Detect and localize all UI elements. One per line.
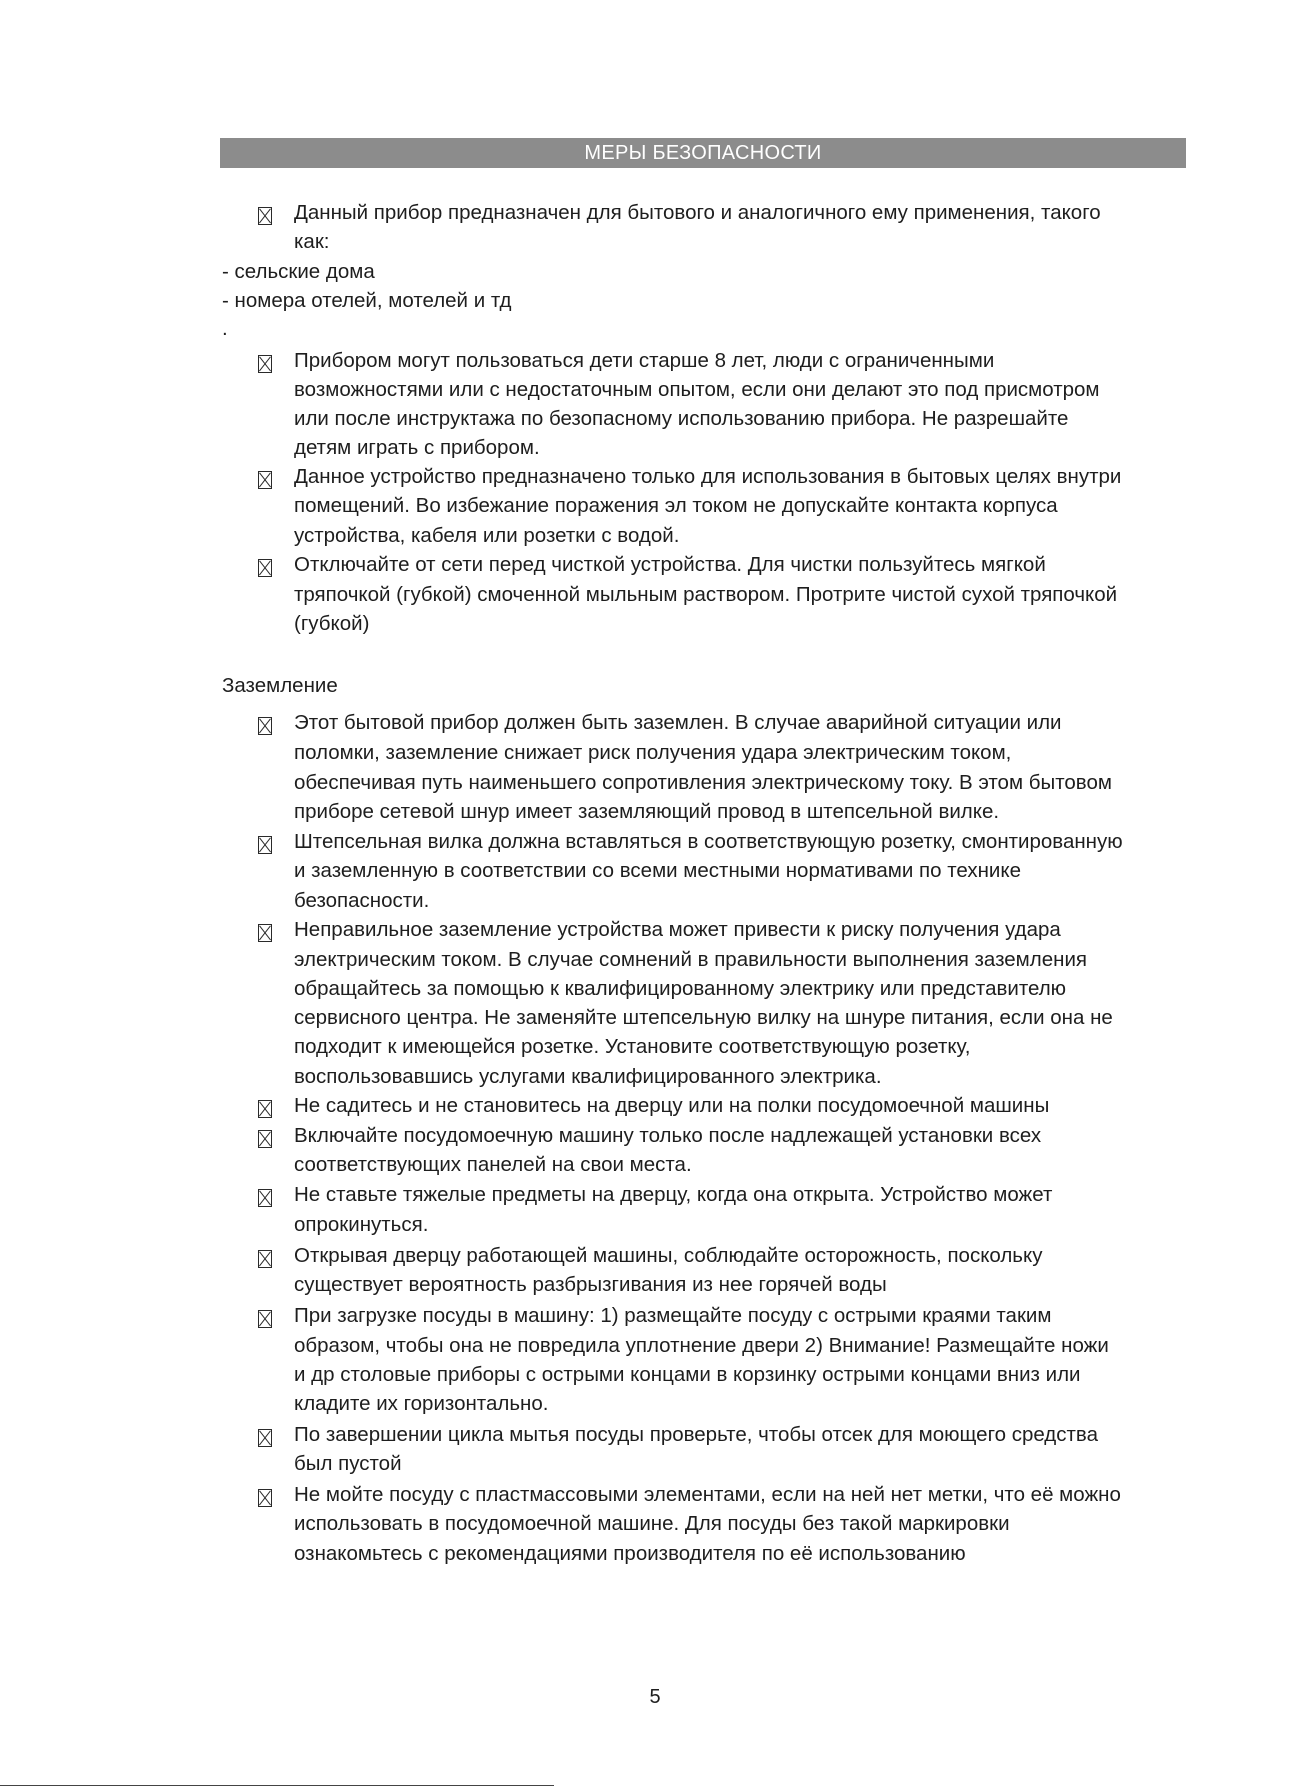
text-line: поломки, заземление снижает риск получения удара электрическим током,	[294, 741, 1012, 764]
page-number: 5	[649, 1686, 661, 1708]
bullet-icon	[258, 559, 272, 577]
text-line: электрическим током. В случае сомнений в правильности выполнения заземления	[294, 948, 1088, 971]
text-line: устройства, кабеля или розетки с водой.	[294, 524, 680, 547]
bullet-icon	[258, 1130, 272, 1148]
text-line: опрокинуться.	[294, 1213, 429, 1236]
text-line: (губкой)	[294, 612, 370, 635]
bullet-icon	[258, 1310, 272, 1328]
bullet-icon	[258, 1489, 272, 1507]
text-line: ознакомьтесь с рекомендациями производителя по её использованию	[294, 1542, 966, 1565]
bullet-icon	[258, 207, 272, 225]
text-line: Прибором могут пользоваться дети старше 8 лет, люди с ограниченными	[294, 349, 995, 372]
text-line: и др столовые приборы с острыми концами в корзинку острыми концами вниз или	[294, 1363, 1081, 1386]
section-header: МЕРЫ БЕЗОПАСНОСТИ	[220, 138, 1186, 168]
text-line: кладите их горизонтально.	[294, 1392, 549, 1415]
text-line: или после инструктажа по безопасному использованию прибора. Не разрешайте	[294, 407, 1069, 430]
bullet-icon	[258, 1250, 272, 1268]
text-line: Отключайте от сети перед чисткой устройства. Для чистки пользуйтесь мягкой	[294, 553, 1046, 576]
text-line: тряпочкой (губкой) смоченной мыльным раствором. Протрите чистой сухой тряпочкой	[294, 583, 1118, 606]
bullet-icon	[258, 836, 272, 854]
bullet-icon	[258, 471, 272, 489]
footer-rule	[0, 1785, 554, 1786]
bullet-icon	[258, 924, 272, 942]
text-line: Не ставьте тяжелые предметы на дверцу, когда она открыта. Устройство может	[294, 1183, 1053, 1206]
text-line: обеспечивая путь наименьшего сопротивления электрическому току. В этом бытовом	[294, 771, 1112, 794]
text-line: детям играть с прибором.	[294, 436, 540, 459]
text-line: возможностями или с недостаточным опытом, если они делают это под присмотром	[294, 378, 1100, 401]
bullet-icon	[258, 355, 272, 373]
text-line: сервисного центра. Не заменяйте штепсельную вилку на шнуре питания, если она не	[294, 1006, 1113, 1029]
section-subheading: Заземление	[222, 674, 338, 697]
text-line: Этот бытовой прибор должен быть заземлен. В случае аварийной ситуации или	[294, 711, 1062, 734]
text-line: был пустой	[294, 1452, 402, 1475]
text-line: использовать в посудомоечной машине. Для посуды без такой маркировки	[294, 1512, 1010, 1535]
text-line: обращайтесь за помощью к квалифицированному электрику или представителю	[294, 977, 1067, 1000]
text-line: При загрузке посуды в машину: 1) размещайте посуду с острыми краями таким	[294, 1304, 1052, 1327]
text-line: соответствующих панелей на свои места.	[294, 1153, 692, 1176]
bullet-icon	[258, 1189, 272, 1207]
text-line: воспользовавшись услугами квалифицированного электрика.	[294, 1065, 882, 1088]
text-line: Данный прибор предназначен для бытового и аналогичного ему применения, такого	[294, 201, 1101, 224]
text-line: .	[222, 317, 228, 340]
text-line: Данное устройство предназначено только для использования в бытовых целях внутри	[294, 465, 1122, 488]
text-line: существует вероятность разбрызгивания из нее горячей воды	[294, 1273, 887, 1296]
text-line: Неправильное заземление устройства может привести к риску получения удара	[294, 918, 1061, 941]
bullet-icon	[258, 1100, 272, 1118]
text-line: безопасности.	[294, 889, 430, 912]
text-line: Не садитесь и не становитесь на дверцу или на полки посудомоечной машины	[294, 1094, 1050, 1117]
text-line: - номера отелей, мотелей и тд	[222, 289, 512, 312]
text-line: помещений. Во избежание поражения эл током не допускайте контакта корпуса	[294, 494, 1058, 517]
text-line: образом, чтобы она не повредила уплотнение двери 2) Внимание! Размещайте ножи	[294, 1334, 1109, 1357]
text-line: Открывая дверцу работающей машины, соблюдайте осторожность, поскольку	[294, 1244, 1043, 1267]
text-line: подходит к имеющейся розетке. Установите соответствующую розетку,	[294, 1035, 971, 1058]
text-line: Штепсельная вилка должна вставляться в соответствующую розетку, смонтированную	[294, 830, 1123, 853]
text-line: как:	[294, 230, 330, 253]
text-line: - сельские дома	[222, 260, 375, 283]
text-line: приборе сетевой шнур имеет заземляющий провод в штепсельной вилке.	[294, 800, 1000, 823]
text-line: Не мойте посуду с пластмассовыми элементами, если на ней нет метки, что её можно	[294, 1483, 1121, 1506]
text-line: По завершении цикла мытья посуды проверьте, чтобы отсек для моющего средства	[294, 1423, 1098, 1446]
bullet-icon	[258, 1429, 272, 1447]
text-line: Включайте посудомоечную машину только после надлежащей установки всех	[294, 1124, 1042, 1147]
text-line: и заземленную в соответствии со всеми местными нормативами по технике	[294, 859, 1021, 882]
bullet-icon	[258, 717, 272, 735]
